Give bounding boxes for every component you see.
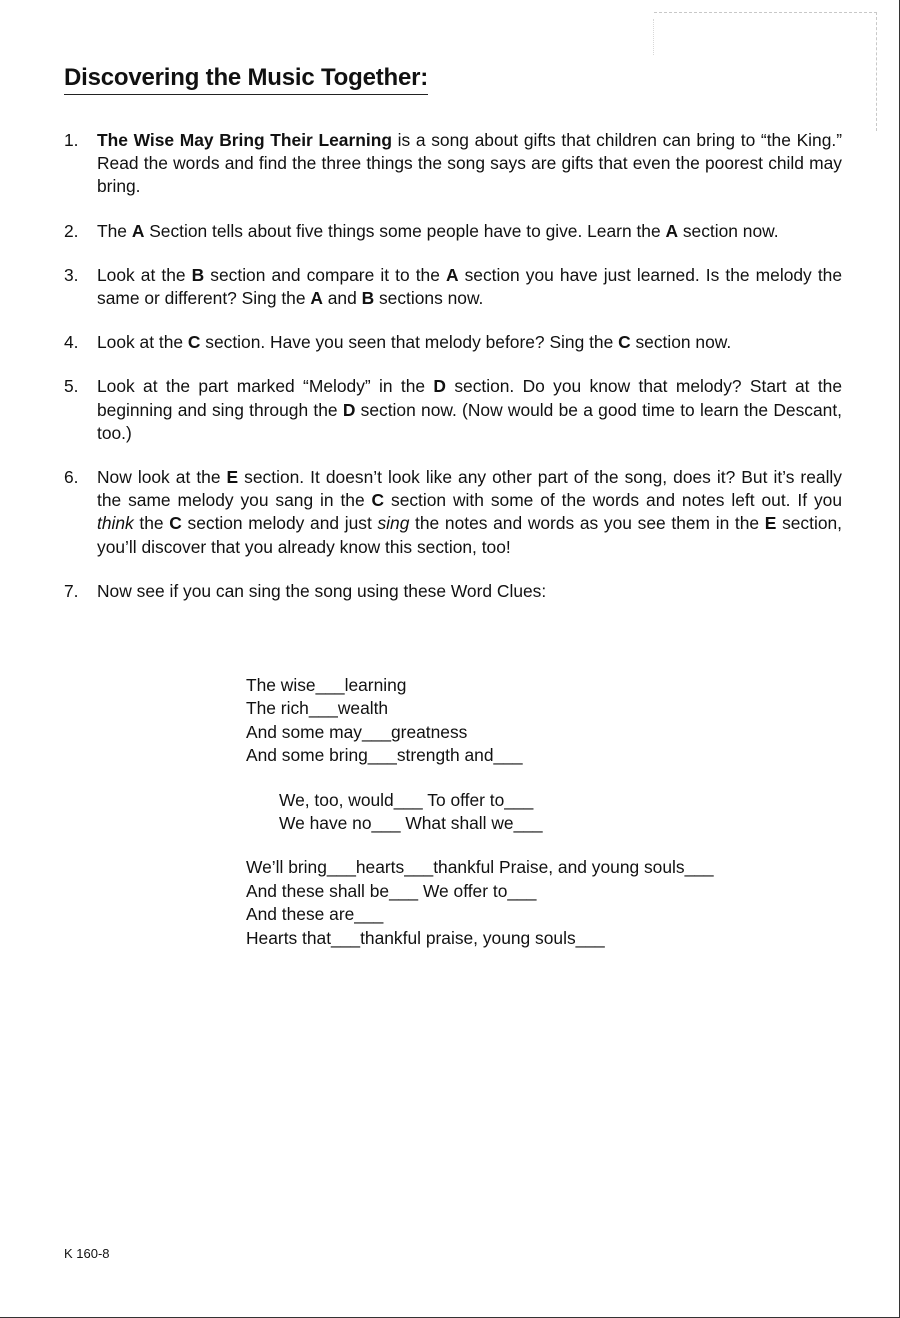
page-footer-code: K 160-8	[64, 1246, 110, 1261]
item-number: 6.	[64, 467, 79, 488]
clue-line: And these shall be___ We offer to___	[246, 880, 537, 901]
item-number: 1.	[64, 130, 79, 150]
clue-line: We have no___ What shall we___	[279, 813, 543, 834]
clue-line: And some bring___strength and___	[246, 745, 523, 766]
item-number: 5.	[64, 376, 79, 397]
list-item: 6. Now look at the E section. It doesn’t look like any other part of the song, does it? But it’s really the same melody you sang in the C section with some of the words and notes left out. If you think the C section melody and just sing the notes and words as you see them in the E section, you’ll discover that you already know this section, too!	[64, 467, 843, 557]
instruction-list	[64, 129, 842, 624]
list-item: 1. The Wise May Bring Their Learning is a song about gifts that children can bring to “the King.” Read the words and find the three things the song says are gifts that even the poorest child may bring.	[64, 130, 842, 197]
list-item: 4. Look at the C section. Have you seen that melody before? Sing the C section now.	[64, 331, 842, 354]
clue-line: And these are___	[246, 904, 384, 925]
item-number: 3.	[64, 264, 79, 285]
item-number: 4.	[64, 332, 79, 353]
clue-stanza-3	[246, 856, 714, 950]
clue-line: We’ll bring___hearts___thankful Praise, and young souls___	[246, 857, 714, 878]
clue-stanza-2	[246, 789, 714, 836]
clue-line: And some may___greatness	[246, 721, 468, 742]
clue-line: The rich___wealth	[246, 698, 389, 719]
item-number: 7.	[64, 580, 79, 601]
clue-line: Hearts that___thankful praise, young souls___	[246, 927, 605, 948]
list-item: 3. Look at the B section and compare it to the A section you have just learned. Is the melody the same or different? Sing the A and B sections now.	[64, 264, 842, 309]
page-title: Discovering the Music Together:	[64, 64, 428, 95]
list-item: 5. Look at the part marked “Melody” in the D section. Do you know that melody? Start at the beginning and sing through the D section now. (Now would be a good time to learn the Descant, too.)	[64, 376, 842, 443]
song-title: The Wise May Bring Their Learning	[97, 130, 392, 150]
corner-crop-box	[654, 12, 877, 131]
clue-line: The wise___learning	[246, 675, 407, 695]
clue-stanza-1	[246, 674, 714, 768]
item-number: 2.	[64, 220, 79, 241]
clue-line: We, too, would___ To offer to___	[279, 789, 534, 810]
list-item: 2. The A Section tells about five things some people have to give. Learn the A section now.	[64, 220, 842, 243]
list-item: 7. Now see if you can sing the song using these Word Clues:	[64, 580, 842, 603]
word-clues	[246, 674, 714, 971]
